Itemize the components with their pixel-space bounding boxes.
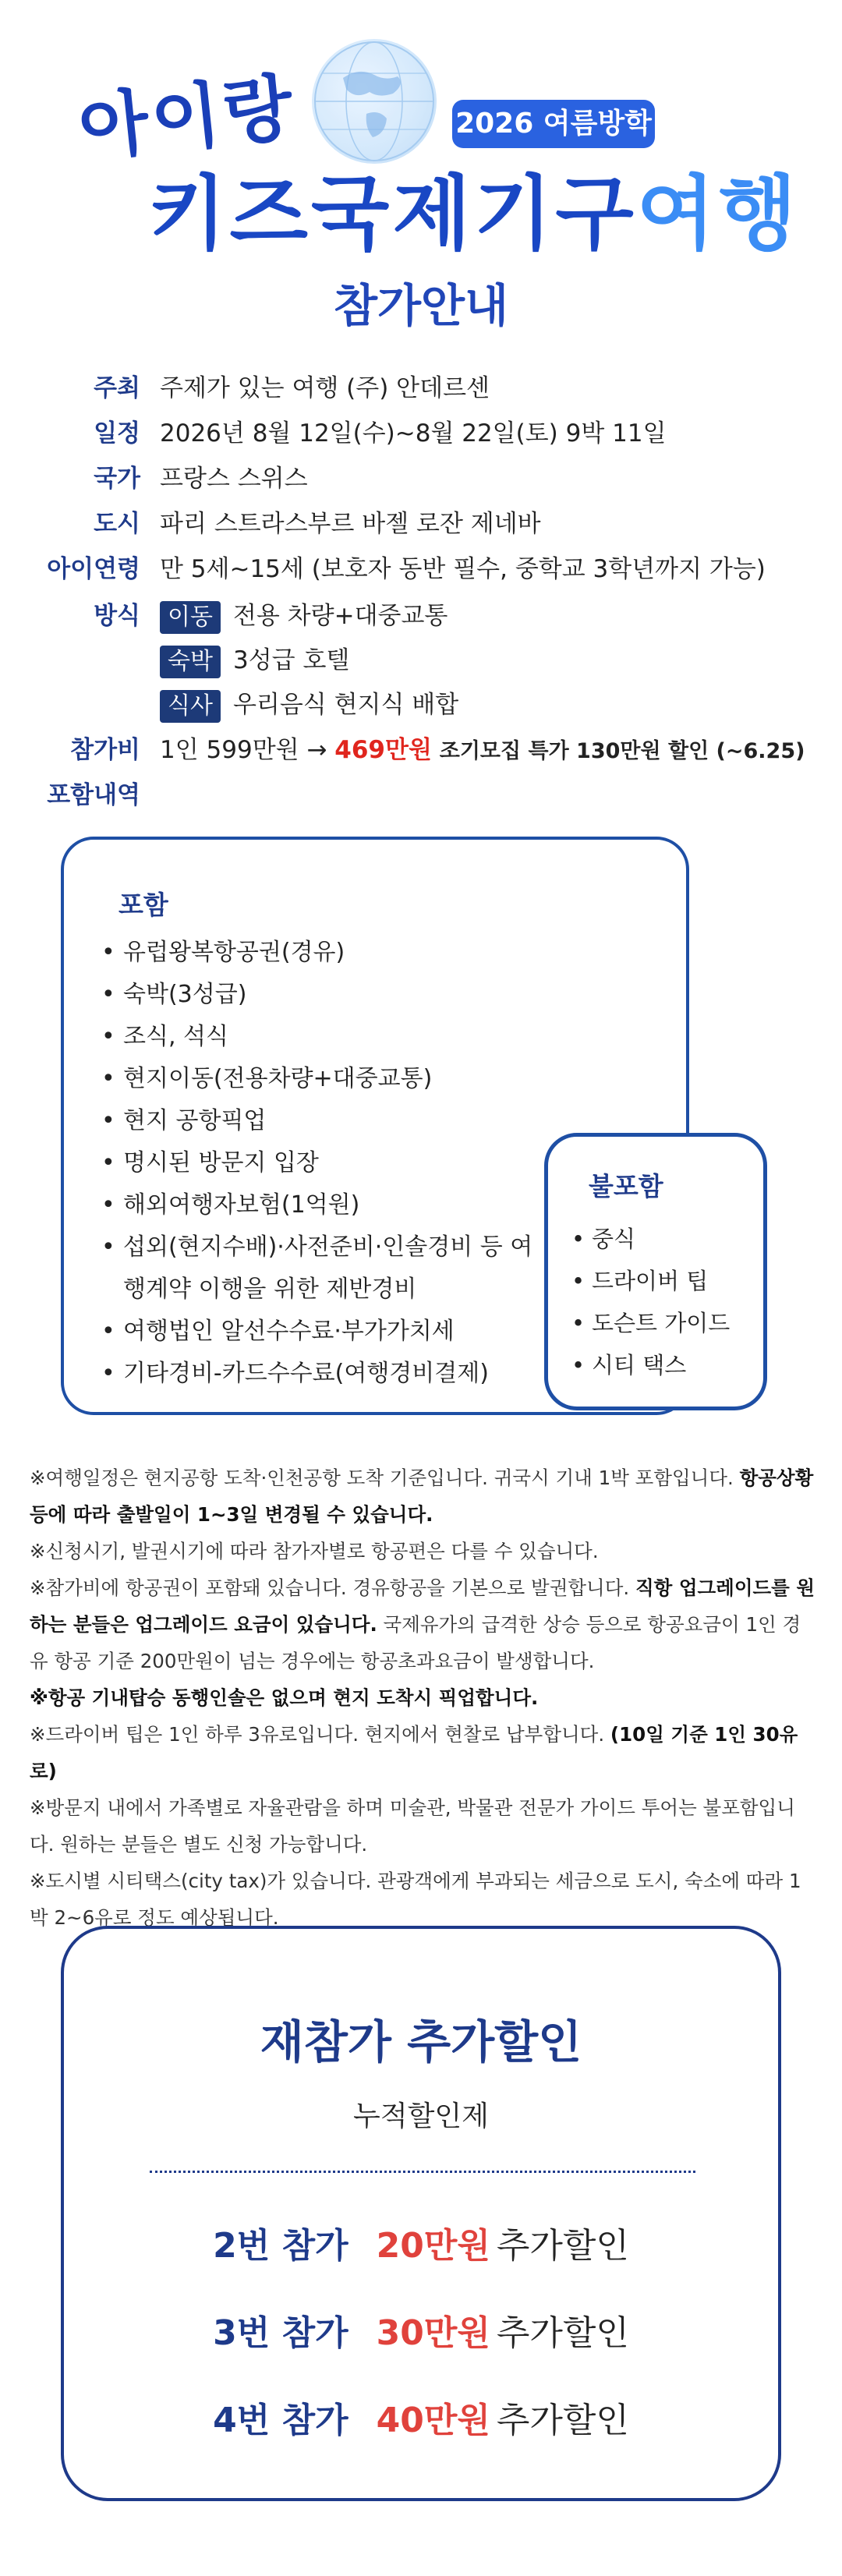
title-line2: [148, 148, 800, 265]
fee-original: 1인 599만원: [160, 736, 299, 764]
note-text: ※참가비에 항공권이 포함돼 있습니다. 경유항공을 기본으로 발권합니다.: [30, 1576, 635, 1599]
note-2: ※신청시기, 발권시기에 따라 참가자별로 항공편은 다를 수 있습니다.: [30, 1540, 599, 1562]
excluded-title: 불포함: [589, 1171, 663, 1201]
info-value: 파리 스트라스부르 바젤 로잔 제네바: [160, 510, 541, 538]
method-text: 우리음식 현지식 배합: [232, 691, 459, 719]
method-text: 3성급 호텔: [232, 646, 350, 674]
list-item: • 해외여행자보험(1억원): [97, 1184, 549, 1226]
info-row-included: [0, 773, 842, 818]
discount-count: 4번 참가: [213, 2401, 348, 2440]
list-item-continued: 행계약 이행을 위한 제반경비: [123, 1276, 417, 1303]
method-tag: 식사: [160, 690, 221, 723]
list-item: • 중식: [568, 1218, 730, 1260]
info-row-country: [0, 456, 842, 501]
list-item: • 명시된 방문지 입장: [97, 1142, 549, 1184]
note-text: 국제유가의 급격한 상승 등으로 항공요금이 1인 경유 항공 기준 200만원이 넘는 경우에는 항공초과요금이 발생합니다.: [30, 1613, 801, 1672]
globe-icon: [312, 39, 437, 164]
list-item: • 현지 공항픽업: [97, 1100, 549, 1142]
list-item: • 여행법인 알선수수료·부가가치세: [97, 1311, 549, 1353]
info-row-schedule: [0, 411, 842, 456]
info-label: 일정: [94, 419, 140, 448]
list-item: • 드라이버 팁: [568, 1260, 730, 1302]
note-bold: 직항 업그레이드를 원하는 분들은 업그레이드 요금이 있습니다.: [30, 1576, 815, 1636]
discount-amount: 30만원: [376, 2313, 490, 2353]
info-label: 참가비: [70, 736, 140, 764]
info-row-method-3: [0, 682, 842, 727]
season-badge: 2026 여름방학: [452, 100, 655, 148]
list-item: • 도슨트 가이드: [568, 1302, 730, 1344]
discount-title: 재참가 추가할인: [260, 2015, 582, 2068]
title-line2-light: 여행: [636, 166, 800, 261]
info-label: 포함내역: [47, 781, 140, 809]
discount-amount: 20만원: [376, 2226, 490, 2266]
title-line1: 아이랑: [75, 65, 300, 172]
arrow-icon: →: [306, 736, 327, 764]
method-tag: 숙박: [160, 646, 221, 678]
list-item: • 유럽왕복항공권(경유): [97, 932, 549, 974]
info-value: 주제가 있는 여행 (주) 안데르센: [160, 374, 490, 402]
page-title: 참가안내: [333, 279, 509, 332]
method-tag: 이동: [160, 601, 221, 634]
fee-discounted: 469만원: [334, 736, 432, 764]
fee-value: [160, 727, 805, 774]
info-row-fee: [0, 727, 842, 773]
discount-text: 추가할인: [496, 2226, 629, 2266]
info-row-host: [0, 366, 842, 411]
list-item: • 현지이동(전용차량+대중교통): [97, 1058, 549, 1100]
list-item: • 섭외(현지수배)·사전준비·인솔경비 등 여: [97, 1226, 549, 1269]
hero-header: [0, 0, 842, 261]
discount-subtitle: 누적할인제: [353, 2100, 489, 2132]
info-row-method-2: [0, 638, 842, 683]
note-4: [30, 1679, 817, 1716]
included-list: [97, 932, 549, 1395]
note-bold: 항공상황 등에 따라 출발일이 1~3일 변경될 수 있습니다.: [30, 1467, 814, 1526]
excluded-box: [544, 1133, 767, 1410]
method-item: [160, 638, 349, 683]
discount-row: [64, 2217, 778, 2267]
notes-section: [30, 1460, 817, 1936]
info-value: 2026년 8월 12일(수)~8월 22일(토) 9박 11일: [160, 419, 667, 448]
list-item: • 기타경비-카드수수료(여행경비결제): [97, 1353, 549, 1395]
discount-box: [61, 1926, 781, 2501]
info-value: 프랑스 스위스: [160, 465, 308, 493]
title-line2-dark: 키즈국제기구: [148, 166, 637, 261]
discount-row: [64, 2305, 778, 2355]
discount-count: 3번 참가: [213, 2313, 348, 2353]
excluded-list: [568, 1218, 730, 1386]
info-label: 도시: [94, 510, 140, 538]
info-label: 주최: [94, 374, 140, 402]
method-item: [160, 593, 448, 639]
note-3: [30, 1569, 817, 1679]
fee-note: 조기모집 특가 130만원 할인 (~6.25): [439, 739, 805, 763]
note-bold: ※항공 기내탑승 동행인솔은 없으며 현지 도착시 픽업합니다.: [30, 1686, 539, 1709]
info-row-method: [0, 593, 842, 639]
list-item: • 숙박(3성급): [97, 974, 549, 1016]
list-item: • 조식, 석식: [97, 1016, 549, 1058]
method-item: [160, 682, 458, 727]
discount-row: [64, 2392, 778, 2442]
note-text: ※드라이버 팁은 1인 하루 3유로입니다. 현지에서 현찰로 납부합니다.: [30, 1723, 610, 1746]
info-value: 만 5세~15세 (보호자 동반 필수, 중학교 3학년까지 가능): [160, 555, 766, 583]
note-1: [30, 1460, 817, 1533]
note-bold: (10일 기준 1인 30유로): [30, 1723, 798, 1782]
discount-text: 추가할인: [496, 2313, 629, 2353]
method-text: 전용 차량+대중교통: [232, 602, 448, 630]
info-row-age: [0, 547, 842, 592]
note-6: ※방문지 내에서 가족별로 자율관람을 하며 미술관, 박물관 전문가 가이드 투어는 불포함입니다. 원하는 분들은 별도 신청 가능합니다.: [30, 1796, 795, 1856]
included-title: 포함: [119, 890, 168, 920]
info-label: 방식: [94, 602, 140, 630]
list-item: • 시티 택스: [568, 1344, 730, 1386]
note-text: ※여행일정은 현지공항 도착·인천공항 도착 기준입니다. 귀국시 기내 1박 포함입니다.: [30, 1467, 740, 1489]
info-row-city: [0, 501, 842, 547]
note-5: [30, 1716, 817, 1789]
info-label: 국가: [94, 465, 140, 493]
note-7: ※도시별 시티택스(city tax)가 있습니다. 관광객에게 부과되는 세금으로 도시, 숙소에 따라 1박 2~6유로 정도 예상됩니다.: [30, 1870, 801, 1929]
dotted-divider: [150, 2171, 695, 2173]
discount-text: 추가할인: [496, 2401, 629, 2440]
discount-amount: 40만원: [376, 2401, 490, 2440]
info-label: 아이연령: [47, 555, 140, 583]
discount-count: 2번 참가: [213, 2226, 348, 2266]
